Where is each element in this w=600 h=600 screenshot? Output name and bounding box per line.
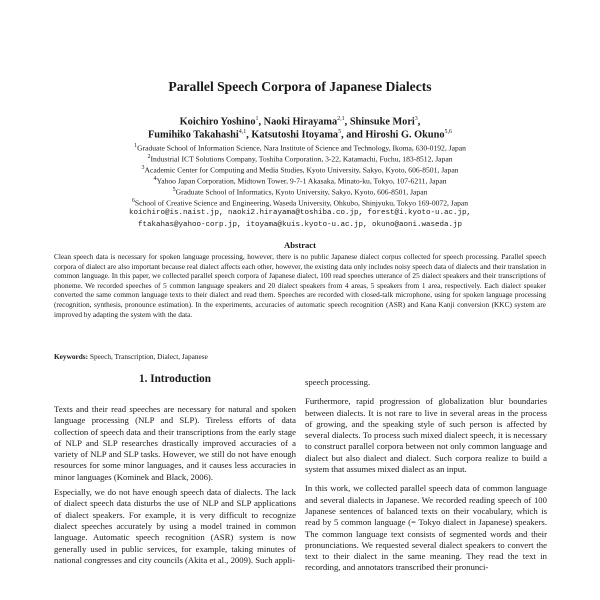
author-name: Koichiro Yoshino: [179, 116, 256, 128]
author-name: Shinsuke Mori: [349, 116, 415, 128]
affiliation-text: Industrial ICT Solutions Company, Toshiba Corporation, 3-22, Katamachi, Fuchu, 183-8512, Japan: [150, 154, 453, 164]
paragraph: speech processing.: [305, 377, 371, 387]
paper-title: Parallel Speech Corpora of Japanese Dialects: [168, 79, 432, 94]
keywords-label: Keywords:: [54, 352, 89, 361]
affiliation-text: School of Creative Science and Engineering, Waseda University, Ohkubo, Shinjyuku, Tokyo 169-0072, Japan: [134, 198, 469, 208]
affiliation-text: Academic Center for Computing and Media Studies, Kyoto University, Sakyo, Kyoto, 606-8501, Japan: [144, 165, 459, 175]
affiliation-text: Graduate School of Information Science, Nara Institute of Science and Technology, Ikoma, 630-0192, Japan: [137, 143, 466, 153]
paragraph: In this work, we collected parallel speech data of common language and several dialects in Japanese. We recorded reading speech of 100 Japanese sentences of balanced texts on their vocabulary, which is read by 5 common language (= Tokyo dialect in Japanese) speakers. The common language text consists of segmented words and their pronunciations. We requested several dialect speakers to convert the text to their dialect in the same meaning. They read the text in recording, and annotators transcribed their pronunci-: [305, 483, 547, 573]
email-line: ftakahas@yahoo-corp.jp, itoyama@kuis.kyoto-u.ac.jp, okuno@aoni.waseda.jp: [137, 221, 463, 229]
keywords: [54, 352, 546, 362]
abstract-heading: Abstract: [284, 240, 316, 250]
affiliation-sup: 4: [153, 176, 157, 182]
affiliation-sup: 3: [141, 165, 145, 171]
author-sup: 4,1: [238, 129, 247, 135]
affiliation-text: Yahoo Japan Corporation, Midtown Tower, 9-7-1 Akasaka, Minato-ku, Tokyo, 107-6211, Japan: [156, 176, 447, 186]
author-sup: 2,1: [337, 116, 345, 122]
author-sup: 5,6: [444, 129, 452, 135]
author-name: Hiroshi G. Okuno: [365, 129, 445, 141]
author-name: Naoki Hirayama: [263, 116, 338, 128]
keywords-text: Speech, Transcription, Dialect, Japanese: [89, 352, 208, 361]
paragraph: Texts and their read speeches are necessary for natural and spoken language processing (NLP and SLP). Tireless efforts of data collection of speech data and their transcriptions from the early stage of NLP and SLP researches drastically improved accuracies of a variety of NLP and SLP tasks. However, we still do not have enough resources for some minor languages, and it causes less accuracies in minor languages (Kominek and Black, 2006).: [54, 404, 296, 482]
affiliation-sup: 2: [147, 154, 151, 160]
left-column: [54, 374, 296, 570]
affiliation: [0, 196, 600, 209]
author-name: Katsutoshi Itoyama: [251, 129, 339, 141]
email-line: koichiro@is.naist.jp, naoki2.hirayama@toshiba.co.jp, forest@i.kyoto-u.ac.jp,: [128, 209, 472, 217]
author-sup: 3: [414, 116, 418, 122]
abstract-text: Clean speech data is necessary for spoken language processing, however, there is no public Japanese dialect corpus collected for speech processing. Parallel speech corpora of dialect are also important because real dialect affects each other, however, the existing data only includes noisy speech data of dialects and their translation in common language. In this paper, we collected parallel speech corpora of Japanese dialect, 100 read speeches utterance of 25 dialect speakers and their transcriptions of phoneme. We recorded speeches of 5 common language speakers and 20 dialect speakers from 4 areas, 5 speakers from 1 area, respectively. Each dialect speaker converted the same common language texts to their dialect and read them. Speeches are recorded with closed-talk microphone, using for spoken language processing (recognition, synthesis, pronounce estimation). In the experiments, accuracies of automatic speech recognition (ASR) and Kana Kanji conversion (KKC) system are improved by adapting the system with the data.: [54, 252, 546, 319]
author-sup: 5: [338, 129, 342, 135]
paragraph: Furthermore, rapid progression of globalization blur boundaries between dialects. It is not rare to live in several areas in the process of growing, and the speaking style of such person is affected by several dialects. To process such mixed dialect speech, it is necessary to construct parallel corpora between not only common language and dialect but also dialect and dialect. Such corpora realize to build a system that assumes mixed dialect as an input.: [305, 396, 547, 475]
author-sup: 1: [255, 116, 259, 122]
affiliation-text: Graduate School of Informatics, Kyoto University, Sakyo, Kyoto, 606-8501, Japan: [175, 187, 428, 197]
author-line-2: Fumihiko Takahashi$^{4,1}$, Katsutoshi Itoyama$^5$, and Hiroshi G. Okuno$^{5,6}$: [148, 129, 452, 141]
author-name: Fumihiko Takahashi: [148, 129, 239, 141]
section-heading: 1. Introduction: [139, 373, 211, 385]
right-column: [305, 377, 547, 582]
author-line-1: Koichiro Yoshino$^1$, Naoki Hirayama$^{2,1}$, Shinsuke Mori$^3$,: [179, 116, 421, 128]
affiliation-sup: 1: [134, 143, 138, 149]
affiliation-sup: 6: [131, 198, 135, 204]
paragraph: Especially, we do not have enough speech data of dialects. The lack of dialect speech data disturbs the use of NLP and SLP applications of dialect speakers. For example, it is very difficult to recognize dialect speeches accurately by using a model trained in common language. Automatic speech recognition (ASR) system is now generally used in public services, for example, taking minutes of national congresses and city councils (Akita et al., 2009). Such appli-: [54, 487, 296, 565]
affiliation-sup: 5: [172, 187, 176, 193]
